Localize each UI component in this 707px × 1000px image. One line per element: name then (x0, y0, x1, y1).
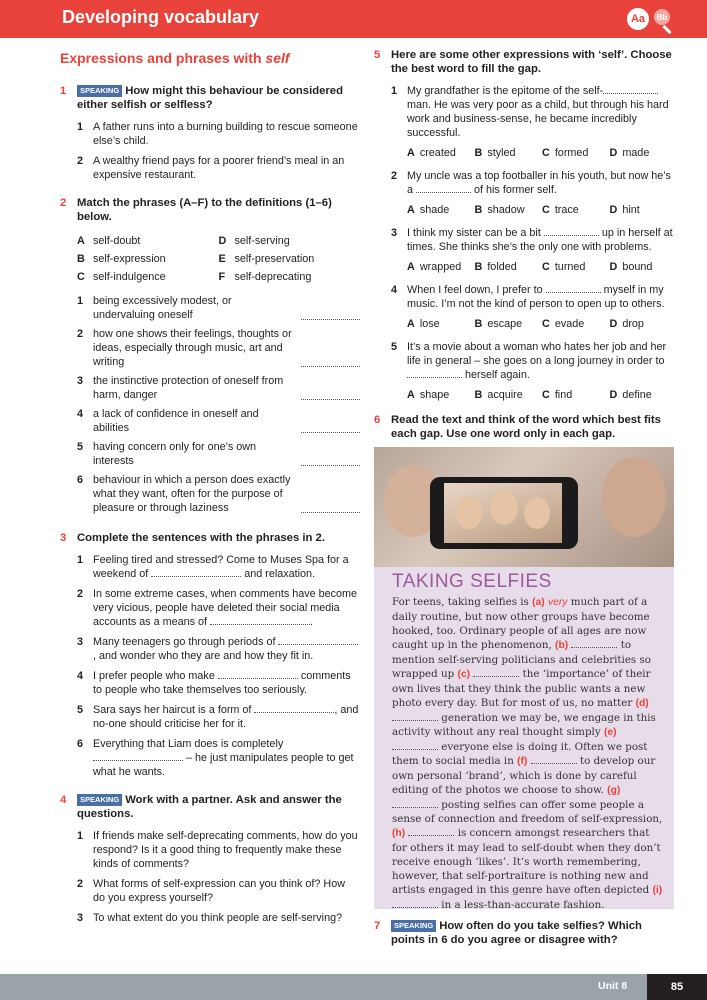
list-item: 1 A father runs into a burning building to rescue someone else’s child. (77, 121, 358, 147)
speaking-tag: SPEAKING (77, 794, 122, 806)
choice[interactable]: C trace (542, 204, 579, 216)
definition-item: 1 being excessively modest, or undervaluing oneself (60, 294, 360, 322)
answer-gap[interactable] (93, 751, 183, 761)
phrase-option: B self-expression (77, 253, 166, 265)
list-item: 5 It’s a movie about a woman who hates her job and her life in general – she goes on a long journey in order to herself again. (391, 341, 667, 381)
phone-screen (444, 483, 562, 543)
phrase-option: E self-preservation (218, 253, 315, 265)
answer-blank[interactable] (301, 432, 360, 433)
list-item: 2 In some extreme cases, when comments have become very vicious, people have deleted their social media accounts as a means of . (77, 588, 358, 628)
vocabulary-badge-icon: Aa (627, 8, 649, 30)
choice[interactable]: D made (609, 147, 650, 159)
person-face (524, 497, 550, 529)
choice[interactable]: C find (542, 389, 573, 401)
answer-gap[interactable] (392, 741, 438, 750)
person-face (456, 497, 482, 529)
list-item: 1 Feeling tired and stressed? Come to Muses Spa for a weekend of and relaxation. (77, 554, 349, 580)
answer-gap[interactable] (210, 615, 310, 625)
answer-gap[interactable] (473, 668, 519, 677)
choice[interactable]: B acquire (474, 389, 523, 401)
answer-choices (374, 146, 677, 160)
question-7: 7 SPEAKING How often do you take selfies? Which points in 6 do you agree or disagree with? (374, 920, 642, 946)
answer-choices (374, 388, 677, 402)
header-banner (0, 0, 707, 38)
question-6: 6 Read the text and think of the word which best fits each gap. Use one word only in each gap. (374, 414, 661, 440)
answer-gap[interactable] (408, 827, 454, 836)
answer-gap[interactable] (392, 799, 438, 808)
list-item: 4 When I feel down, I prefer to myself in my music. I’m not the kind of person to open up to others. (391, 284, 665, 310)
choice[interactable]: A shape (407, 389, 450, 401)
question-2: 2 Match the phrases (A–F) to the definitions (1–6) below. (60, 197, 332, 223)
answer-blank[interactable] (301, 512, 360, 513)
unit-label: Unit 8 (598, 980, 628, 992)
magnifier-handle-icon (662, 25, 671, 34)
list-item: 1 If friends make self-deprecating comments, how do you respond? Is it a good thing to frequently make these kinds of comments? (77, 830, 358, 870)
speaking-tag: SPEAKING (391, 920, 436, 932)
selfie-photo (374, 447, 674, 567)
article-title: TAKING SELFIES (392, 571, 552, 592)
choice[interactable]: C turned (542, 261, 586, 273)
choice[interactable]: B folded (474, 261, 517, 273)
choice[interactable]: A lose (407, 318, 440, 330)
list-item: 3 I think my sister can be a bit up in herself at times. She thinks she’s the only one with problems. (391, 227, 673, 253)
question-1: 1 SPEAKING How might this behaviour be considered either selfish or selfless? (60, 85, 343, 111)
choice[interactable]: C formed (542, 147, 589, 159)
list-item: 3 To what extent do you think people are self-serving? (77, 912, 343, 924)
answer-gap[interactable] (603, 84, 658, 94)
answer-choices (374, 260, 677, 274)
phrase-option: C self-indulgence (77, 271, 166, 283)
choice[interactable]: B shadow (474, 204, 525, 216)
answer-choices (374, 317, 677, 331)
answer-gap[interactable] (254, 703, 334, 713)
choice[interactable]: B escape (474, 318, 523, 330)
example-answer: very (547, 597, 568, 608)
list-item: 2 A wealthy friend pays for a poorer friend’s meal in an expensive restaurant. (77, 155, 345, 181)
answer-gap[interactable] (392, 712, 438, 721)
question-4: 4 SPEAKING Work with a partner. Ask and answer the questions. (60, 794, 342, 820)
person-face (490, 491, 518, 525)
choice[interactable]: D bound (609, 261, 653, 273)
right-column (374, 48, 677, 449)
left-column (60, 48, 360, 931)
phrase-options (60, 232, 360, 286)
article-panel (374, 567, 674, 909)
answer-gap[interactable] (151, 567, 241, 577)
answer-gap[interactable] (571, 639, 617, 648)
question-3: 3 Complete the sentences with the phrases in 2. (60, 532, 325, 544)
answer-gap[interactable] (416, 183, 471, 193)
speaking-tag: SPEAKING (77, 85, 122, 97)
article-body: For teens, taking selfies is (a) very much part of a daily routine, but now other groups have become hooked, too. Ordinary people of all ages are now caught up in the phenomenon, (b) to mention self-serving politicians and celebrities so wrapped up (c) the ‘importance’ of their own lives that they think the public wants a new photo every day. But for most of us, no matter (d) generation we may be, we engage in this activity without any real thought simply (e) everyone else is doing it. Often we post them to social media in (f) to develop our own personal ‘brand’, which is done by careful editing of the photos we choose to show. (g) posting selfies can offer some people a sense of connection and freedom of self-expression, (h) is concern amongst researchers that for others it may lead to self-doubt when they don’t receive enough ‘likes’. It’s worth remembering, however, that self-portraiture is nothing new and artists engaged in this genre have often depicted (i) in a less-than-accurate fashion. (392, 596, 663, 911)
answer-blank[interactable] (301, 399, 360, 400)
phrase-option: F self-deprecating (218, 271, 312, 283)
choice[interactable]: C evade (542, 318, 585, 330)
choice[interactable]: A created (407, 147, 456, 159)
phone-icon (430, 477, 578, 549)
answer-gap[interactable] (544, 226, 599, 236)
definition-item: 2 how one shows their feelings, thoughts or ideas, especially through music, art and writing (60, 327, 360, 369)
answer-gap[interactable] (531, 755, 577, 764)
list-item: 1 My grandfather is the epitome of the self- man. He was very poor as a child, but through his hard work and business-sense, he became incredibly successful. (391, 85, 669, 139)
answer-blank[interactable] (301, 465, 360, 466)
choice[interactable]: B styled (474, 147, 516, 159)
person-face (602, 457, 666, 537)
answer-blank[interactable] (301, 366, 360, 367)
answer-gap[interactable] (278, 635, 358, 645)
list-item: 3 Many teenagers go through periods of , and wonder who they are and how they fit in. (60, 635, 360, 663)
choice[interactable]: A wrapped (407, 261, 462, 273)
question-5: 5 Here are some other expressions with ‘self’. Choose the best word to fill the gap. (374, 49, 672, 75)
page-number: 85 (647, 974, 707, 1000)
phrase-option: A self-doubt (77, 235, 141, 247)
answer-choices (374, 203, 677, 217)
list-item: 2 My uncle was a top footballer in his youth, but now he’s a of his former self. (391, 170, 671, 196)
answer-gap[interactable] (407, 368, 462, 378)
vocabulary-badge-small-icon: Bb (654, 9, 670, 25)
phrase-option: D self-serving (218, 235, 290, 247)
list-item: 5 Sara says her haircut is a form of , and no-one should criticise her for it. (77, 704, 359, 730)
page-title: Developing vocabulary (62, 7, 260, 27)
answer-gap[interactable] (546, 283, 601, 293)
choice[interactable]: D define (609, 389, 652, 401)
section-title: Expressions and phrases with self (60, 50, 290, 66)
answer-blank[interactable] (301, 319, 360, 320)
list-item: 6 Everything that Liam does is completely – he just manipulates people to get what he wants. (77, 738, 354, 778)
list-item: 2 What forms of self-expression can you think of? How do you express yourself? (77, 878, 346, 904)
definition-item: 4 a lack of confidence in oneself and abilities (60, 407, 360, 435)
choice[interactable]: A shade (407, 204, 450, 216)
definition-item: 6 behaviour in which a person does exactly what they want, often for the purpose of pleasure or through laziness (60, 473, 360, 515)
definition-item: 5 having concern only for one’s own interests (60, 440, 360, 468)
choice[interactable]: D drop (609, 318, 644, 330)
definition-item: 3 the instinctive protection of oneself from harm, danger (60, 374, 360, 402)
answer-gap[interactable] (218, 669, 298, 679)
answer-gap[interactable] (392, 899, 438, 908)
list-item: 4 I prefer people who make comments to people who take themselves too seriously. (77, 670, 351, 696)
choice[interactable]: D hint (609, 204, 640, 216)
